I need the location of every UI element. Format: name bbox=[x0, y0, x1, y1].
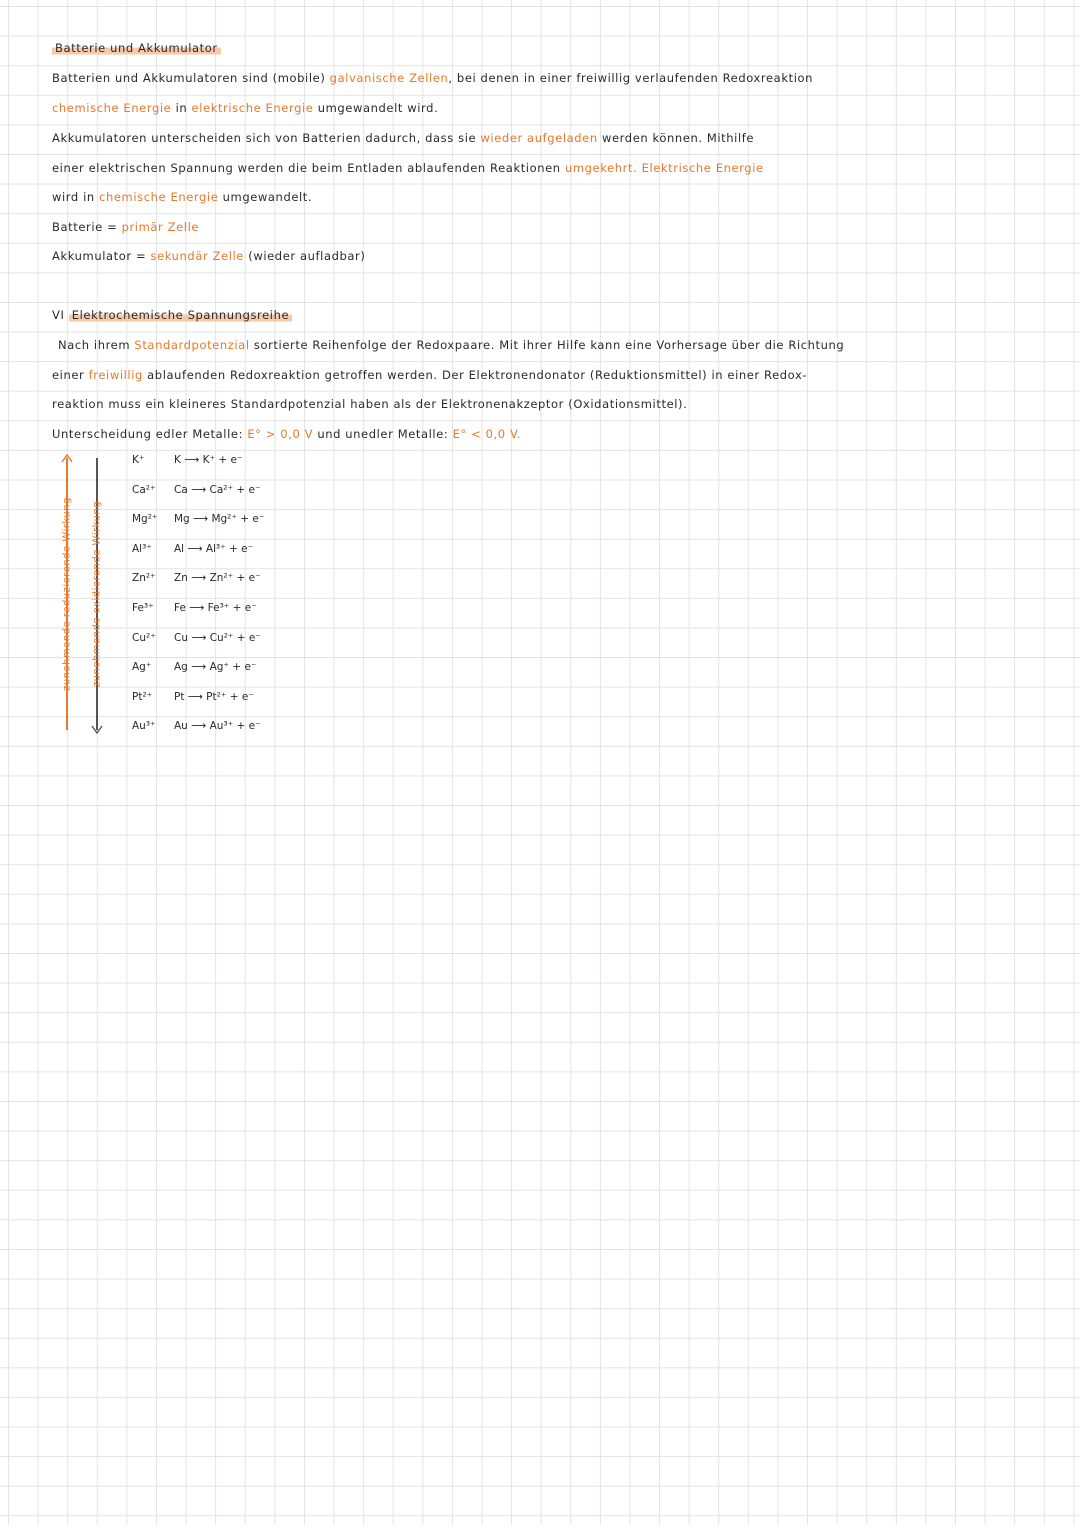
section-numeral: VI bbox=[52, 308, 65, 322]
reducing-label: zunehmende reduzierende Wirkung bbox=[61, 497, 73, 691]
redox-row bbox=[132, 632, 261, 644]
ion-label: Au³⁺ bbox=[132, 720, 156, 733]
paragraph-3-line-1: Nach ihrem Standardpotenzial sortierte Reihenfolge der Redoxpaare. Mit ihrer Hilfe kann eine Vorhersage über die Richtung bbox=[58, 338, 845, 352]
redox-row bbox=[132, 543, 253, 555]
oxidizing-arrow bbox=[87, 458, 107, 730]
paragraph-3-line-4: Unterscheidung edler Metalle: E° > 0,0 V und unedler Metalle: E° < 0,0 V. bbox=[52, 427, 522, 441]
section-title-batterie: Batterie und Akkumulator bbox=[52, 40, 221, 56]
reducing-arrow bbox=[57, 458, 77, 730]
definition-akkumulator: Akkumulator = sekundär Zelle (wieder aufladbar) bbox=[52, 249, 366, 263]
half-reaction: Al ⟶ Al³⁺ + e⁻ bbox=[174, 542, 254, 555]
ion-label: Pt²⁺ bbox=[132, 690, 153, 703]
section-title-spannungsreihe: VI Elektrochemische Spannungsreihe bbox=[52, 307, 292, 323]
ion-label: Mg²⁺ bbox=[132, 513, 158, 526]
paragraph-3-line-2: einer freiwillig ablaufenden Redoxreaktion getroffen werden. Der Elektronendonator (Reduktionsmittel) in einer Redox- bbox=[52, 368, 808, 382]
half-reaction: Zn ⟶ Zn²⁺ + e⁻ bbox=[174, 572, 261, 585]
redox-row bbox=[132, 602, 257, 614]
paragraph-2-line-2: einer elektrischen Spannung werden die beim Entladen ablaufenden Reaktionen umgekehrt. Elektrische Energie bbox=[52, 161, 764, 175]
half-reaction: Cu ⟶ Cu²⁺ + e⁻ bbox=[174, 631, 261, 644]
redox-row bbox=[132, 572, 261, 584]
half-reaction: Ag ⟶ Ag⁺ + e⁻ bbox=[174, 661, 257, 674]
paragraph-1-line-2: chemische Energie in elektrische Energie umgewandelt wird. bbox=[52, 101, 439, 115]
arrow-up-icon bbox=[61, 454, 73, 464]
redox-row bbox=[132, 513, 264, 525]
definition-batterie: Batterie = primär Zelle bbox=[52, 220, 200, 234]
half-reaction: Pt ⟶ Pt²⁺ + e⁻ bbox=[174, 690, 254, 703]
redox-row bbox=[132, 454, 243, 466]
ion-label: Al³⁺ bbox=[132, 542, 152, 555]
redox-row bbox=[132, 661, 256, 673]
ion-label: K⁺ bbox=[132, 454, 145, 466]
ion-label: Ca²⁺ bbox=[132, 483, 156, 496]
redox-row bbox=[132, 720, 261, 732]
half-reaction: Fe ⟶ Fe³⁺ + e⁻ bbox=[174, 602, 257, 614]
ion-label: Cu²⁺ bbox=[132, 631, 156, 644]
redox-row bbox=[132, 484, 261, 496]
half-reaction: Mg ⟶ Mg²⁺ + e⁻ bbox=[174, 513, 265, 526]
ion-label: Ag⁺ bbox=[132, 661, 152, 674]
arrow-down-icon bbox=[91, 724, 103, 734]
redox-row bbox=[132, 691, 254, 703]
paragraph-1-line-1: Batterien und Akkumulatoren sind (mobile) galvanische Zellen, bei denen in einer freiwillig verlaufenden Redoxreaktion bbox=[52, 71, 814, 85]
oxidizing-label: zunehmende oxidierende Wirkung bbox=[91, 500, 103, 688]
half-reaction: Ca ⟶ Ca²⁺ + e⁻ bbox=[174, 483, 261, 496]
paragraph-2-line-1: Akkumulatoren unterscheiden sich von Batterien dadurch, dass sie wieder aufgeladen werden können. Mithilfe bbox=[52, 131, 755, 145]
ion-label: Zn²⁺ bbox=[132, 572, 156, 585]
paragraph-2-line-3: wird in chemische Energie umgewandelt. bbox=[52, 190, 313, 204]
half-reaction: K ⟶ K⁺ + e⁻ bbox=[174, 454, 243, 466]
paragraph-3-line-3: reaktion muss ein kleineres Standardpotenzial haben als der Elektronenakzeptor (Oxidationsmittel). bbox=[52, 397, 688, 411]
ion-label: Fe³⁺ bbox=[132, 602, 154, 614]
half-reaction: Au ⟶ Au³⁺ + e⁻ bbox=[174, 720, 261, 733]
